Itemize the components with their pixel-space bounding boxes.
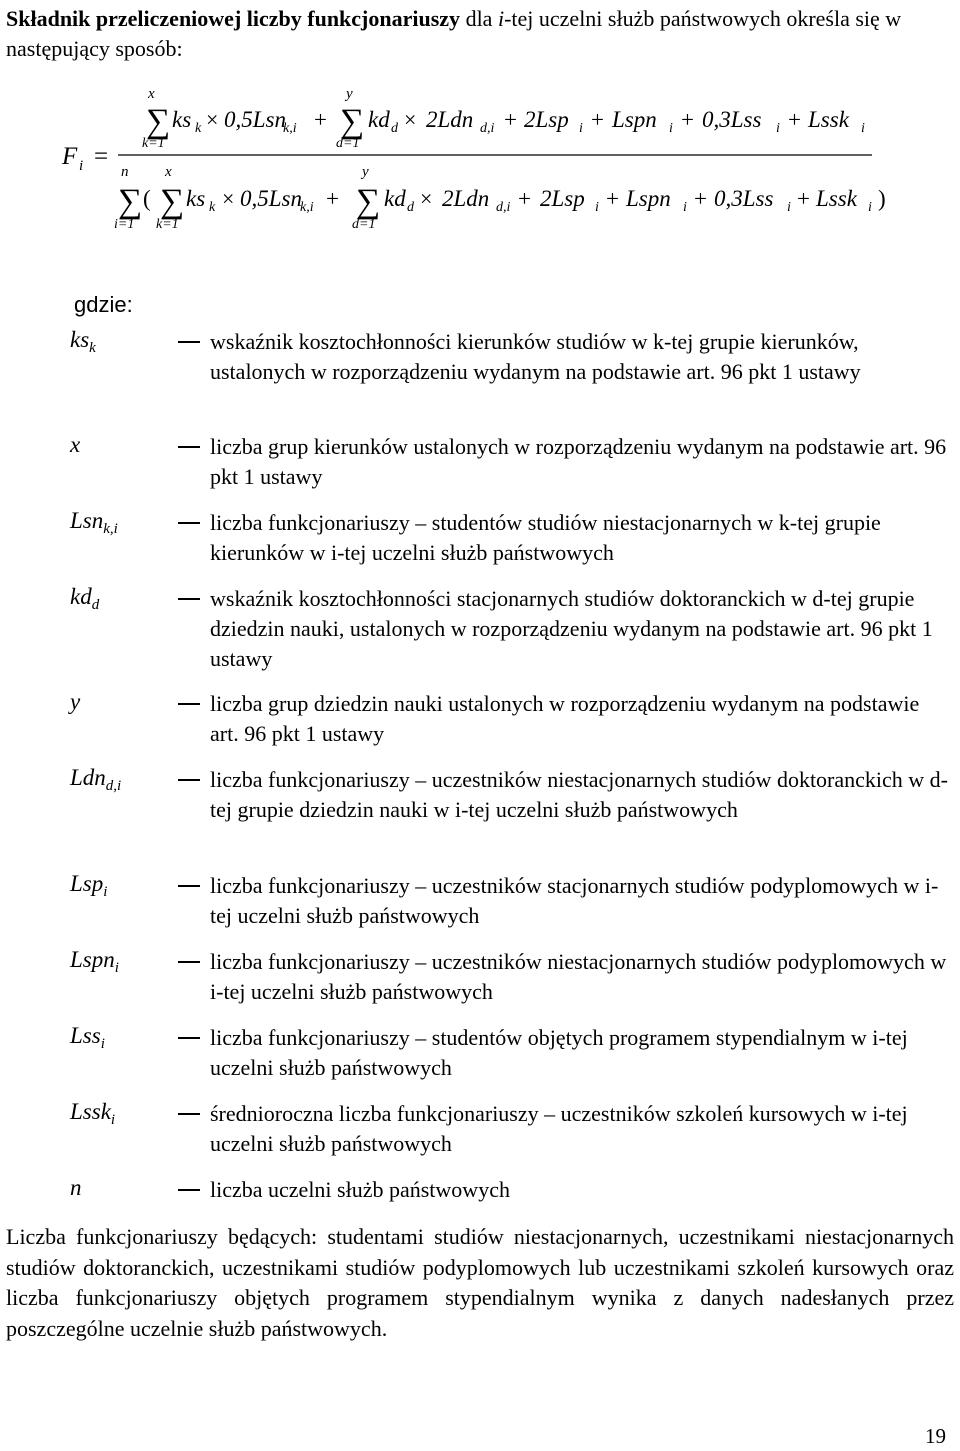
formula-lhs: F — [62, 143, 78, 170]
symbol-subscript: k,i — [103, 521, 118, 537]
definition-dash — [178, 598, 200, 600]
definition-text: liczba funkcjonariuszy – uczestników stacjonarnych studiów podyplomowych w i-tej uczelni służb państwowych — [210, 873, 939, 928]
definition-symbol — [70, 1099, 115, 1129]
symbol-base: x — [70, 432, 81, 457]
definition-text: liczba uczelni służb państwowych — [210, 1177, 510, 1202]
symbol-subscript: k — [89, 340, 96, 356]
definition-text: wskaźnik kosztochłonności stacjonarnych studiów doktoranckich w d-tej grupie dziedzin nauki, ustalonych w rozporządzeniu wydanym na podstawie art. 96 pkt 1 ustawy — [210, 586, 933, 671]
symbol-subscript: d,i — [105, 778, 122, 794]
den-sum-d-bottom: d=1 — [352, 217, 376, 232]
symbol-base: Lspn — [70, 947, 115, 972]
definition-symbol — [70, 432, 80, 458]
symbol-base: Lsp — [70, 871, 104, 896]
den-t3: 2Lsp — [540, 186, 585, 211]
num-t4-sub: i — [669, 121, 673, 136]
den-t3-sub: i — [595, 200, 599, 215]
definition-dash — [178, 1113, 200, 1115]
num-sum-d-sign: ∑ — [340, 103, 365, 140]
heading-part-b: -tej uczelni służb państwowych określa się w następujący sposób: — [6, 6, 902, 61]
definition-symbol — [70, 508, 118, 538]
den-t5-sub: i — [787, 200, 791, 215]
definition-dash — [178, 779, 200, 781]
num-plus-5: + — [788, 107, 801, 132]
definition-text: liczba funkcjonariuszy – studentów studiów niestacjonarnych w k-tej grupie kierunków w i-tej uczelni służb państwowych — [210, 510, 881, 565]
definition-dash — [178, 703, 200, 705]
definition-dash — [178, 961, 200, 963]
den-ks-sub: k — [209, 200, 216, 215]
num-ks: ks — [172, 107, 192, 132]
den-plus-1: + — [326, 186, 339, 211]
formula — [0, 88, 960, 248]
gdzie-label: gdzie: — [74, 292, 133, 317]
den-t6: Lssk — [816, 186, 857, 211]
definition-text: wskaźnik kosztochłonności kierunków studiów w k-tej grupie kierunków, ustalonych w rozporządzeniu wydanym na podstawie art. 96 pkt 1 ustawy — [210, 329, 861, 384]
definition-symbol — [70, 871, 107, 901]
symbol-base: kd — [70, 584, 92, 609]
symbol-subscript: i — [114, 960, 119, 976]
num-t2-sub: d,i — [480, 121, 495, 136]
intro-heading — [6, 4, 956, 64]
definition-text: liczba funkcjonariuszy – studentów objętych programem stypendialnym w i-tej uczelni służb państwowych — [210, 1025, 908, 1080]
definition-text: liczba grup kierunków ustalonych w rozporządzeniu wydanym na podstawie art. 96 pkt 1 ustawy — [210, 434, 947, 489]
formula-equals: = — [94, 143, 109, 170]
den-sum-i-sign: ∑ — [118, 183, 143, 220]
definition-text: liczba grup dziedzin nauki ustalonych w rozporządzeniu wydanym na podstawie art. 96 pkt 1 ustawy — [210, 691, 920, 746]
den-sum-k-top: x — [165, 164, 172, 180]
den-plus-3: + — [606, 186, 619, 211]
formula-lhs-sub: i — [79, 158, 84, 174]
num-sum-k-top: x — [148, 88, 155, 102]
definition-dash — [178, 1037, 200, 1039]
page-number: 19 — [925, 1424, 946, 1448]
den-t5: 0,3Lss — [714, 186, 774, 211]
symbol-base: Lsn — [70, 508, 104, 533]
den-t2-sub: d,i — [496, 200, 511, 215]
num-plus-2: + — [504, 107, 517, 132]
definition-symbol — [70, 947, 119, 977]
den-plus-4: + — [694, 186, 707, 211]
num-t5-sub: i — [776, 121, 780, 136]
definition-symbol — [70, 1023, 105, 1053]
den-sum-i-bottom: i=1 — [114, 217, 135, 232]
formula-svg — [0, 88, 960, 248]
den-sum-d-top: y — [362, 164, 369, 180]
definition-symbol — [70, 1175, 82, 1201]
den-sum-d-sign: ∑ — [356, 183, 381, 220]
num-t1-sub: k,i — [283, 121, 297, 136]
num-kd-sub: d — [391, 121, 398, 136]
num-ks-sub: k — [195, 121, 202, 136]
den-plus-5: + — [797, 186, 810, 211]
definition-dash — [178, 522, 200, 524]
heading-italic: i — [497, 6, 505, 31]
symbol-subscript: d — [91, 597, 100, 613]
definition-symbol — [70, 765, 121, 795]
den-times-1: × — [222, 186, 235, 211]
den-kd-sub: d — [407, 200, 414, 215]
den-t4: Lspn — [626, 186, 671, 211]
num-times-2: × — [404, 107, 417, 132]
heading-part-a: dla — [460, 6, 498, 31]
num-plus-1: + — [314, 107, 327, 132]
num-t1: 0,5Lsn — [224, 107, 286, 132]
den-sum-i-top: n — [121, 164, 129, 180]
symbol-base: Lss — [70, 1023, 101, 1048]
num-plus-3: + — [591, 107, 604, 132]
den-close-paren: ) — [878, 186, 886, 211]
den-t1: 0,5Lsn — [240, 186, 302, 211]
symbol-base: Lssk — [70, 1099, 111, 1124]
num-sum-d-bottom: d=1 — [336, 136, 360, 151]
num-t2: 2Ldn — [426, 107, 474, 132]
symbol-base: n — [70, 1175, 82, 1200]
definition-symbol — [70, 327, 96, 357]
den-open-paren: ( — [143, 186, 151, 211]
den-plus-2: + — [518, 186, 531, 211]
num-sum-k-bottom: k=1 — [142, 136, 165, 151]
definition-dash — [178, 446, 200, 448]
num-kd: kd — [368, 107, 390, 132]
definition-text: liczba funkcjonariuszy – uczestników niestacjonarnych studiów podyplomowych w i-tej uczelni służb państwowych — [210, 949, 947, 1004]
heading-bold: Składnik przeliczeniowej liczby funkcjonariuszy — [6, 6, 461, 31]
symbol-subscript: i — [100, 1036, 105, 1052]
definition-text: liczba funkcjonariuszy – uczestników niestacjonarnych studiów doktoranckich w d-tej grupie dziedzin nauki w i-tej uczelni służb państwowych — [210, 767, 948, 822]
definition-dash — [178, 885, 200, 887]
num-times-1: × — [206, 107, 219, 132]
den-sum-k-sign: ∑ — [160, 183, 185, 220]
definition-dash — [178, 341, 200, 343]
den-t1-sub: k,i — [300, 200, 314, 215]
definition-dash — [178, 1189, 200, 1191]
symbol-subscript: i — [103, 884, 108, 900]
closing-paragraph: Liczba funkcjonariuszy będących: studentami studiów niestacjonarnych, uczestnikami niestacjonarnych studiów doktoranckich, uczestnikami studiów podyplomowych lub uczestnikami szkoleń kursowych oraz liczba funkcjonariuszy objętych programem stypendialnym wynika z danych nadesłanych przez poszczególne uczelnie służb państwowych. — [6, 1224, 954, 1341]
symbol-base: Ldn — [70, 765, 106, 790]
den-sum-k-bottom: k=1 — [156, 217, 179, 232]
num-plus-4: + — [681, 107, 694, 132]
den-times-2: × — [420, 186, 433, 211]
num-t4: Lspn — [612, 107, 657, 132]
num-t3: 2Lsp — [524, 107, 569, 132]
den-t6-sub: i — [868, 200, 872, 215]
num-sum-d-top: y — [346, 88, 353, 102]
den-t2: 2Ldn — [442, 186, 490, 211]
num-t5: 0,3Lss — [702, 107, 762, 132]
symbol-base: ks — [70, 327, 90, 352]
den-t4-sub: i — [683, 200, 687, 215]
num-t6-sub: i — [861, 121, 865, 136]
symbol-subscript: i — [110, 1112, 116, 1128]
symbol-base: y — [70, 689, 81, 714]
num-sum-k-sign: ∑ — [146, 103, 171, 140]
num-t3-sub: i — [579, 121, 583, 136]
den-kd: kd — [384, 186, 406, 211]
num-t6: Lssk — [808, 107, 849, 132]
definition-symbol — [70, 584, 99, 614]
den-ks: ks — [186, 186, 206, 211]
definition-text: średnioroczna liczba funkcjonariuszy – uczestników szkoleń kursowych w i-tej uczelni służb państwowych — [210, 1101, 908, 1156]
definition-symbol — [70, 689, 80, 715]
